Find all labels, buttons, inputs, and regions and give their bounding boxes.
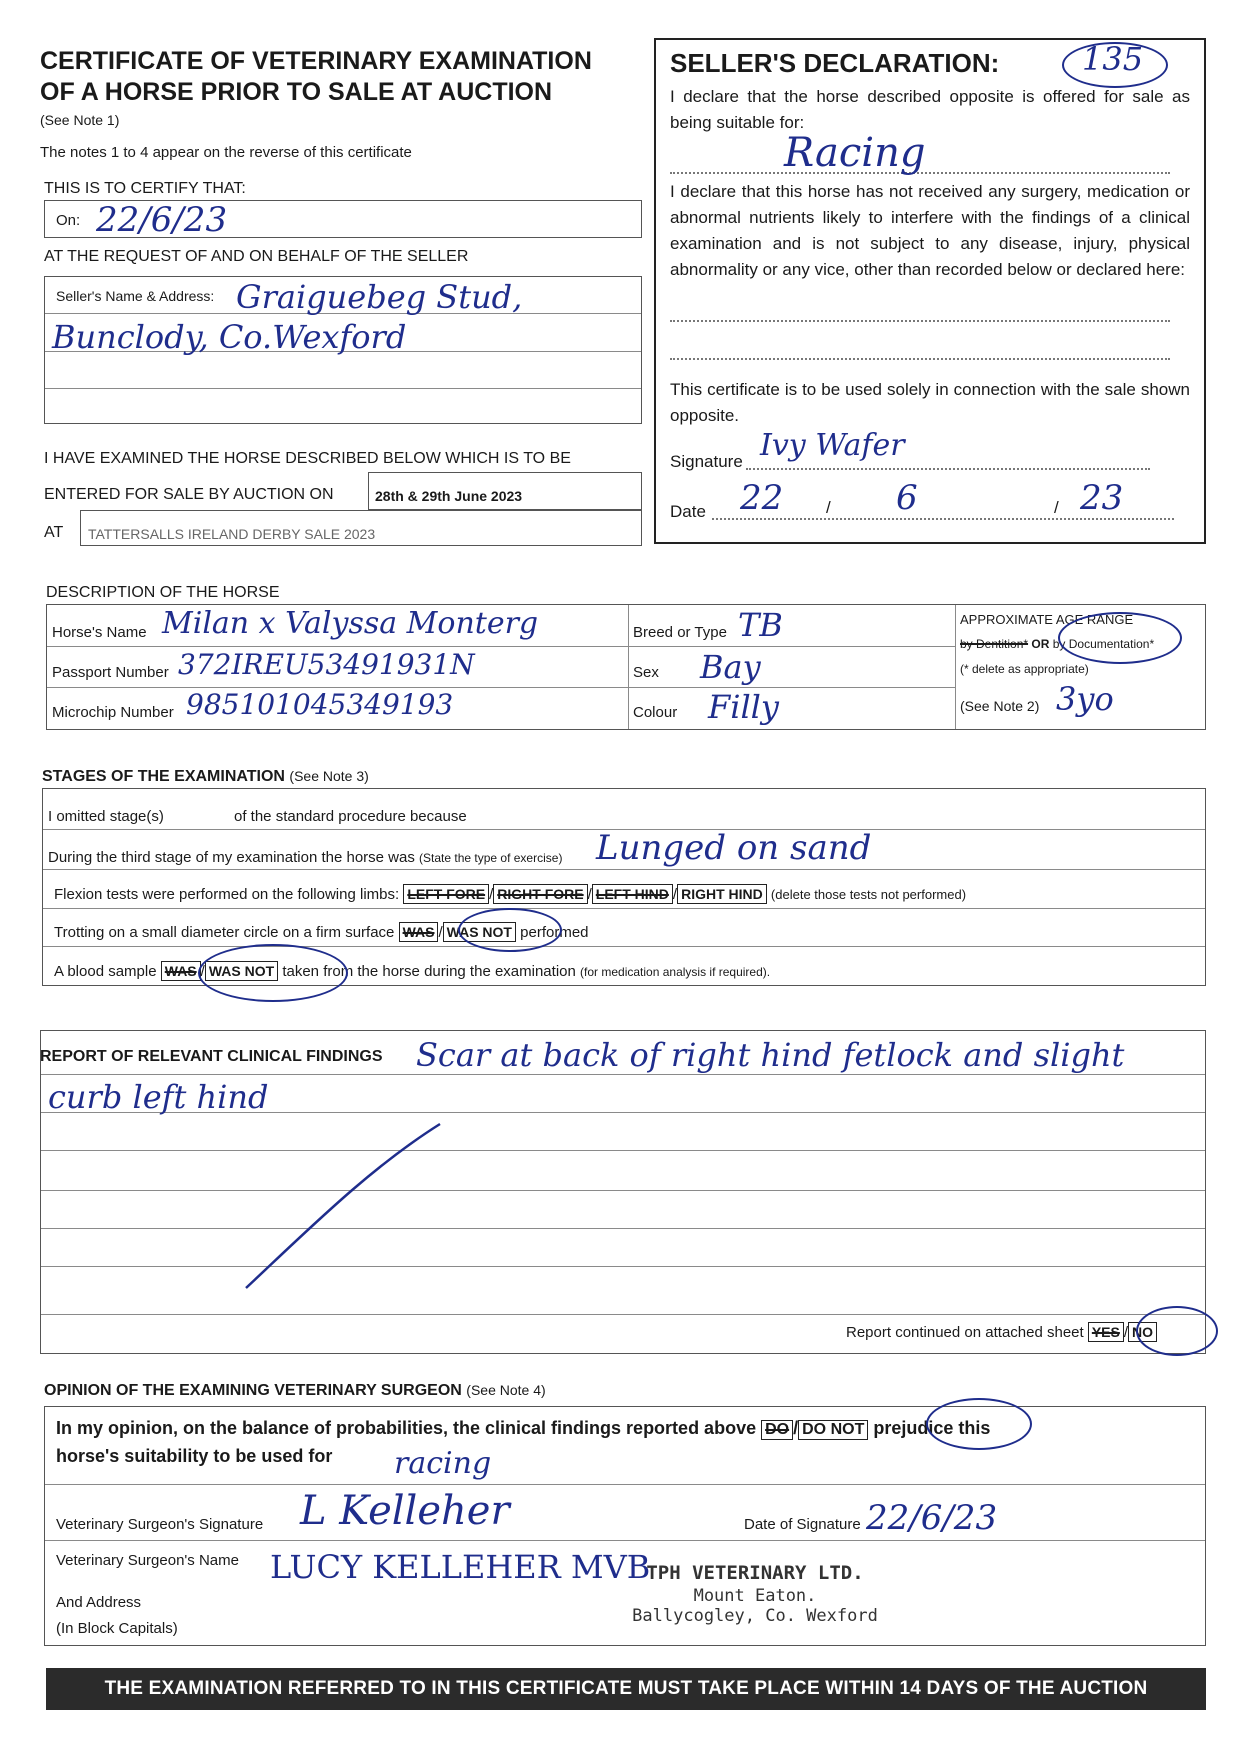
declaration-para-3: This certificate is to be used solely in connection with the sale shown opposite.: [670, 380, 1190, 425]
at-value: TATTERSALLS IRELAND DERBY SALE 2023: [88, 526, 376, 542]
seller-address-line-2[interactable]: Bunclody, Co.Wexford: [52, 318, 407, 356]
footer-banner-text: THE EXAMINATION REFERRED TO IN THIS CERTIFICATE MUST TAKE PLACE WITHIN 14 DAYS OF THE AUCTION: [104, 1678, 1148, 1699]
report-heading: REPORT OF RELEVANT CLINICAL FINDINGS: [40, 1048, 383, 1065]
vet-name-value[interactable]: LUCY KELLEHER MVB: [270, 1548, 651, 1586]
on-date-value[interactable]: 22/6/23: [96, 200, 228, 240]
continued-no[interactable]: NO: [1128, 1322, 1157, 1342]
colour-value[interactable]: Filly: [708, 688, 779, 726]
certificate-title: [40, 46, 592, 108]
request-heading: AT THE REQUEST OF AND ON BEHALF OF THE SELLER: [44, 248, 469, 265]
on-label: On:: [56, 212, 81, 229]
age-range-label: APPROXIMATE AGE RANGE: [960, 612, 1134, 627]
microchip-value[interactable]: 985101045349193: [186, 688, 454, 721]
title-line-2: OF A HORSE PRIOR TO SALE AT AUCTION: [40, 78, 553, 106]
breed-label: Breed or Type: [633, 624, 727, 641]
title-line-1: CERTIFICATE OF VETERINARY EXAMINATION: [40, 47, 592, 75]
horse-name-value[interactable]: Milan x Valyssa Monterg: [162, 606, 539, 641]
sex-label: Sex: [633, 664, 659, 681]
seller-label: Seller's Name & Address:: [56, 288, 215, 304]
blood-was-not-circle: [198, 944, 348, 1002]
description-heading: DESCRIPTION OF THE HORSE: [46, 584, 280, 601]
flexion-left-fore[interactable]: LEFT FORE: [403, 884, 489, 904]
exercise-type-value[interactable]: Lunged on sand: [596, 828, 872, 868]
notes-line: The notes 1 to 4 appear on the reverse of this certificate: [40, 144, 412, 161]
title-see-note: (See Note 1): [40, 112, 120, 128]
blood-was[interactable]: WAS: [161, 961, 201, 981]
trotting-was[interactable]: WAS: [399, 922, 439, 942]
report-line-2[interactable]: curb left hind: [48, 1078, 269, 1116]
date-of-signature-label: Date of Signature: [744, 1516, 861, 1533]
opinion-text: In my opinion, on the balance of probabilities, the clinical findings reported above DO / DO NOT prejudice this horse's suitability to be used for: [56, 1418, 991, 1466]
declaration-heading: SELLER'S DECLARATION:: [670, 48, 1000, 78]
by-documentation[interactable]: by Documentation*: [1052, 637, 1155, 651]
delete-note: (* delete as appropriate): [960, 662, 1089, 676]
date-of-signature-value[interactable]: 22/6/23: [866, 1498, 998, 1538]
opinion-do[interactable]: DO: [761, 1420, 793, 1440]
continued-no-circle: [1136, 1306, 1218, 1356]
entered-label: ENTERED FOR SALE BY AUCTION ON: [44, 486, 334, 503]
continued-yes[interactable]: YES: [1088, 1322, 1124, 1342]
strike-through-line: [240, 1118, 450, 1293]
passport-value[interactable]: 372IREU53491931N: [178, 648, 475, 681]
stamp-line-3: Ballycogley, Co. Wexford: [632, 1606, 878, 1626]
vet-stamp: [610, 1562, 900, 1626]
declaration-para-2: I declare that this horse has not received any surgery, medication or abnormal nutrients likely to interfere with the findings of a clinical examination and is not subject to any disease, injury, physical abnormality or any vice, other than recorded below or declared here:: [670, 182, 1190, 279]
trotting-was-not[interactable]: WAS NOT: [443, 922, 516, 942]
opinion-use-value[interactable]: racing: [394, 1446, 492, 1481]
certify-heading: THIS IS TO CERTIFY THAT:: [44, 180, 246, 197]
address-label: And Address (In Block Capitals): [56, 1594, 178, 1637]
do-not-circle: [926, 1398, 1032, 1450]
blood-sample-row: A blood sample WAS / WAS NOT taken from the horse during the examination (for medication analysis if required).: [54, 963, 771, 980]
stamp-line-2: Mount Eaton.: [693, 1586, 817, 1606]
stamp-line-1: TPH VETERINARY LTD.: [646, 1562, 864, 1584]
declaration-signature-label: Signature: [670, 452, 743, 471]
declaration-date-month[interactable]: 6: [896, 478, 918, 518]
declaration-date-label: Date: [670, 502, 706, 521]
report-line-1[interactable]: Scar at back of right hind fetlock and slight: [416, 1036, 1125, 1074]
by-dentition[interactable]: by Dentition*: [960, 637, 1029, 651]
lot-number: 135: [1082, 40, 1144, 78]
colour-label: Colour: [633, 704, 678, 721]
flexion-right-hind[interactable]: RIGHT HIND: [677, 884, 767, 904]
opinion-do-not[interactable]: DO NOT: [798, 1420, 868, 1440]
opinion-heading: OPINION OF THE EXAMINING VETERINARY SURGEON (See Note 4): [44, 1382, 546, 1399]
flexion-left-hind[interactable]: LEFT HIND: [592, 884, 673, 904]
or-label: OR: [1031, 637, 1050, 651]
stages-heading: STAGES OF THE EXAMINATION (See Note 3): [42, 768, 369, 785]
breed-value[interactable]: TB: [738, 606, 783, 644]
age-value[interactable]: 3yo: [1056, 680, 1114, 718]
omitted-stage-label: I omitted stage(s): [48, 808, 164, 825]
microchip-label: Microchip Number: [52, 704, 174, 721]
vet-name-label: Veterinary Surgeon's Name: [56, 1552, 239, 1569]
flexion-right-fore[interactable]: RIGHT FORE: [493, 884, 587, 904]
report-continued-row: Report continued on attached sheet YES / NO: [846, 1322, 1157, 1342]
documentation-circle: [1058, 612, 1182, 664]
at-label: AT: [44, 524, 64, 541]
flexion-row: Flexion tests were performed on the following limbs: LEFT FORE / RIGHT FORE / LEFT HIND / RIGHT HIND (delete those tests not performed): [54, 886, 967, 903]
declaration-para-1: I declare that the horse described opposite is offered for sale as being suitable for:: [670, 87, 1190, 132]
omitted-stage-because: of the standard procedure because: [234, 808, 467, 825]
suitable-for-value[interactable]: Racing: [784, 130, 926, 176]
third-stage-label: During the third stage of my examination the horse was (State the type of exercise): [48, 849, 563, 866]
vet-signature-label: Veterinary Surgeon's Signature: [56, 1516, 264, 1533]
blood-was-not[interactable]: WAS NOT: [205, 961, 278, 981]
trotting-row: Trotting on a small diameter circle on a firm surface WAS / WAS NOT performed: [54, 924, 589, 941]
declaration-date-year[interactable]: 23: [1080, 478, 1124, 518]
horse-name-label: Horse's Name: [52, 624, 147, 641]
sex-value[interactable]: Bay: [700, 648, 761, 686]
seller-address-line-1[interactable]: Graiguebeg Stud,: [236, 278, 523, 316]
trotting-was-not-circle: [458, 908, 562, 952]
examined-line: I HAVE EXAMINED THE HORSE DESCRIBED BELOW WHICH IS TO BE: [44, 450, 571, 467]
declaration-signature[interactable]: Ivy Wafer: [760, 428, 905, 463]
declaration-date-day[interactable]: 22: [740, 478, 784, 518]
vet-signature[interactable]: L Kelleher: [300, 1488, 510, 1534]
passport-label: Passport Number: [52, 664, 169, 681]
footer-banner: [46, 1668, 1206, 1710]
see-note-2: (See Note 2): [960, 698, 1040, 714]
entered-value: 28th & 29th June 2023: [375, 488, 523, 504]
